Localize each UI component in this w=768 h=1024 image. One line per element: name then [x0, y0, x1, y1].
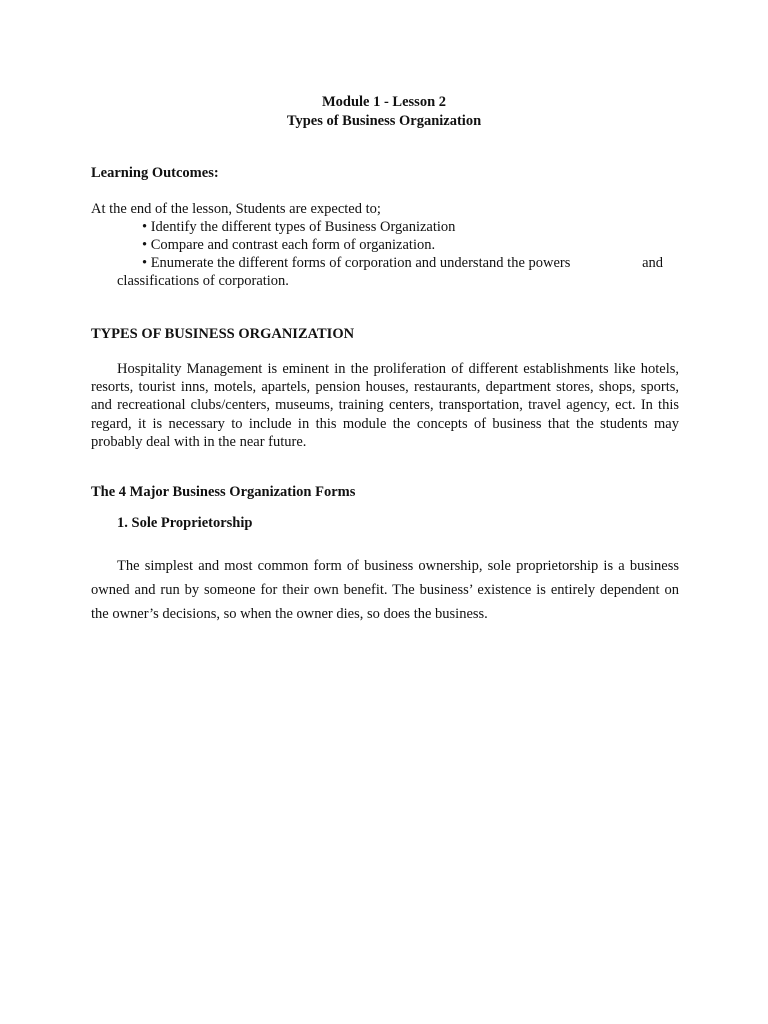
- module-title: Module 1 - Lesson 2: [321, 94, 447, 110]
- list-item: [91, 254, 663, 272]
- learning-outcomes-heading: Learning Outcomes:: [91, 165, 219, 181]
- forms-heading: The 4 Major Business Organization Forms: [91, 484, 356, 500]
- list-item-continuation: classifications of corporation.: [117, 273, 289, 289]
- list-item-text: • Enumerate the different forms of corporation and understand the powers: [142, 255, 571, 271]
- section-heading: TYPES OF BUSINESS ORGANIZATION: [91, 326, 355, 342]
- list-item: • Compare and contrast each form of organization.: [142, 237, 436, 253]
- learning-outcomes-list: [91, 218, 663, 290]
- list-item-trailing-word: and: [642, 255, 663, 271]
- lesson-title: Types of Business Organization: [286, 113, 482, 129]
- form-1-paragraph: The simplest and most common form of business ownership, sole proprietorship is a business owned and run by someone for their own benefit. The business’ existence is entirely dependent on the owner’s decisions, so when the owner dies, so does the business.: [91, 558, 679, 622]
- intro-line: At the end of the lesson, Students are expected to;: [91, 201, 381, 217]
- list-item: • Identify the different types of Business Organization: [142, 219, 456, 235]
- title-block: [0, 93, 768, 131]
- section-paragraph: Hospitality Management is eminent in the proliferation of different establishments like hotels, resorts, tourist inns, motels, apartels, pension houses, restaurants, department stores, shops, sports, and recreational clubs/centers, museums, training centers, transportation, travel agency, ect. In this regard, it is necessary to include in this module the concepts of business that the students may probably deal with in the near future.: [91, 361, 679, 450]
- form-1-heading: 1. Sole Proprietorship: [117, 515, 253, 531]
